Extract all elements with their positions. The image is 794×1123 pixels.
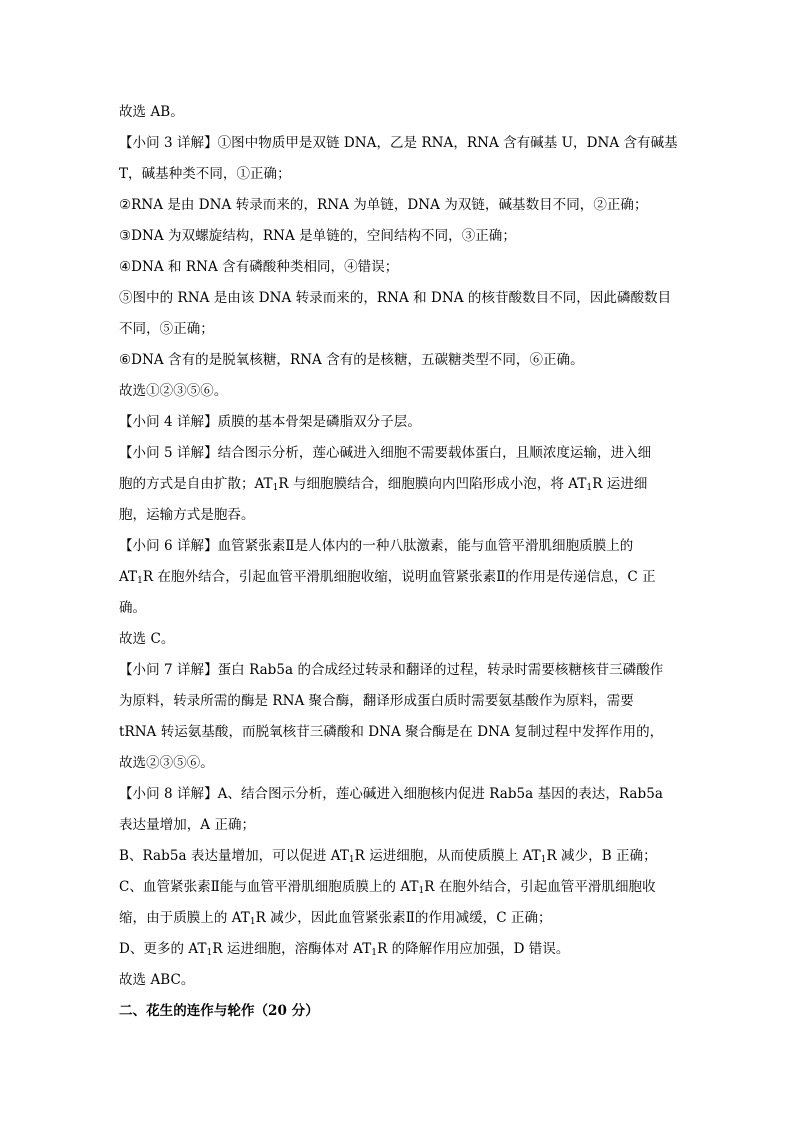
text-line: 故选②③⑤⑥。 [119,755,214,771]
text-line [119,469,675,500]
subscript: 1 [371,948,378,958]
text-line [119,841,675,872]
text-run: B、Rab5a 表达量增加，可以促进 AT [119,848,349,864]
text-line: 故选 ABC。 [119,972,195,988]
text-run: R 的降解作用应加强，D 错误。 [377,941,570,957]
text-line: 【小问 4 详解】质膜的基本骨架是磷脂双分子层。 [119,414,421,430]
text-line: 【小问 6 详解】血管紧张素Ⅱ是人体内的一种八肽激素，能与血管平滑肌细胞质膜上的 [119,538,634,554]
text-line: ④DNA 和 RNA 含有磷酸种类相同，④错误； [119,259,399,275]
text-run: R 运进细 [592,476,648,492]
text-run: AT [119,569,138,585]
text-line: tRNA 转运氨基酸，而脱氧核苷三磷酸和 DNA 聚合酶是在 DNA 复制过程中发挥作用的， [119,724,664,740]
text-line [119,562,675,593]
text-line: 为原料，转录所需的酶是 RNA 聚合酶，翻译形成蛋白质时需要氨基酸作为原料，需要 [119,693,634,709]
text-line: 确。 [119,600,147,616]
text-line: 【小问 5 详解】结合图示分析，莲心碱进入细胞不需要载体蛋白，且顺浓度运输，进入细 [119,445,652,461]
text-line: ③DNA 为双螺旋结构，RNA 是单链的，空间结构不同，③正确； [119,228,516,244]
text-line: 【小问 3 详解】①图中物质甲是双链 DNA，乙是 RNA，RNA 含有碱基 U，DNA 含有碱基 [119,135,678,151]
subscript: 1 [418,886,425,896]
text-line: 故选①②③⑤⑥。 [119,383,228,399]
text-line: 胞，运输方式是胞吞。 [119,507,255,523]
text-run: 缩，由于质膜上的 AT [119,910,250,926]
text-line: 【小问 7 详解】蛋白 Rab5a 的合成经过转录和翻译的过程，转录时需要核糖核苷三磷酸作 [119,662,664,678]
text-run: C、血管紧张素Ⅱ能与血管平滑肌细胞质膜上的 AT [119,879,419,895]
text-run: R 在胞外结合，引起血管平滑肌细胞收缩，说明血管紧张素Ⅱ的作用是传递信息，C 正 [142,569,656,585]
section-heading: 二、花生的连作与轮作（20 分） [119,1003,319,1019]
text-run: R 运进细胞，溶酶体对 AT [212,941,372,957]
text-run: R 减少，因此血管紧张素Ⅱ的作用减缓，C 正确； [255,910,552,926]
subscript: 1 [206,948,213,958]
subscript: 1 [137,576,143,586]
subscript: 1 [272,483,279,493]
text-line: ⑤图中的 RNA 是由该 DNA 转录而来的，RNA 和 DNA 的核苷酸数目不同，因此磷酸数目 [119,290,672,306]
text-line: 不同，⑤正确； [119,321,214,337]
text-line: ②RNA 是由 DNA 转录而来的，RNA 为单链，DNA 为双链，碱基数目不同，②正确； [119,197,648,213]
text-line: T，碱基种类不同，①正确； [119,166,291,182]
text-line: 故选 AB。 [119,104,184,120]
text-run: R 减少，B 正确； [546,848,657,864]
text-line: 【小问 8 详解】A、结合图示分析，莲心碱进入细胞核内促进 Rab5a 基因的表达，Rab5a [119,786,663,802]
text-line [119,903,675,934]
text-line: 故选 C。 [119,631,175,647]
text-line: 表达量增加，A 正确； [119,817,256,833]
answer-text [119,97,678,1027]
text-run: D、更多的 AT [119,941,207,957]
subscript: 1 [249,917,256,927]
subscript: 1 [540,855,547,865]
text-run: R 运进细胞，从而使质膜上 AT [354,848,541,864]
subscript: 1 [348,855,355,865]
text-run: R 在胞外结合，引起血管平滑肌细胞收 [424,879,656,895]
text-line [119,934,675,965]
text-line [119,872,675,903]
subscript: 1 [586,483,593,493]
text-line: ⑥DNA 含有的是脱氧核糖，RNA 含有的是核糖，五碳糖类型不同，⑥正确。 [119,352,584,368]
text-run: R 与细胞膜结合，细胞膜向内凹陷形成小泡，将 AT [278,476,587,492]
text-run: 胞的方式是自由扩散；AT [119,476,273,492]
